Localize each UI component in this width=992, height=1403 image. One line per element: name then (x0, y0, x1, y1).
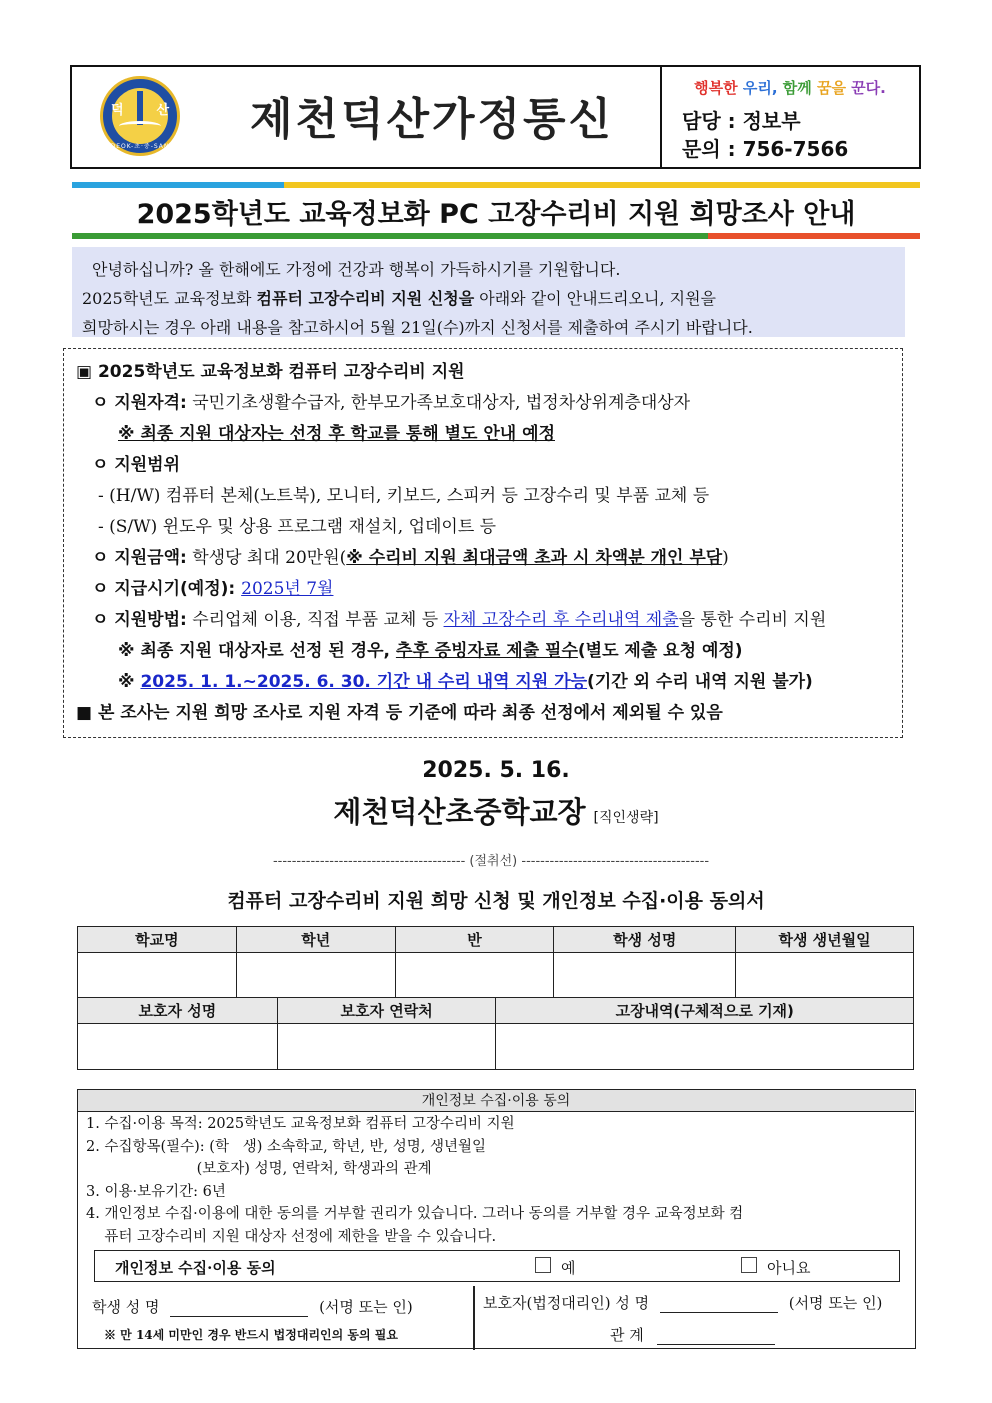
qualification-text: 국민기초생활수급자, 한부모가족보호대상자, 법정차상위계층대상자 (186, 393, 691, 413)
student-info-table (77, 926, 914, 998)
consent-item: 3. 이용·보유기간: 6년 (86, 1183, 226, 1200)
consent-item: 퓨터 고장수리비 지원 대상자 선정에 제한을 받을 수 있습니다. (86, 1228, 497, 1245)
guardian-signature-label: 보호자(법정대리인) 성 명 (483, 1294, 650, 1312)
guardian-phone-field[interactable] (277, 1024, 496, 1070)
birthdate-field[interactable] (736, 953, 914, 998)
student-signature-label: 학생 성 명 (92, 1298, 160, 1316)
info-heading: ▣ 2025학년도 교육정보화 컴퓨터 고장수리비 지원 (76, 362, 465, 382)
agree-yes-checkbox[interactable] (535, 1257, 551, 1273)
newsletter-header (70, 65, 921, 169)
student-name-field[interactable] (554, 953, 736, 998)
note-text: ※ 최종 지원 대상자로 선정 된 경우, (118, 641, 396, 661)
repair-details-field[interactable] (496, 1024, 914, 1070)
header-repair-details: 고장내역(구체적으로 기재) (496, 998, 914, 1024)
seal-omitted: [직인생략] (593, 810, 659, 826)
newsletter-title: 제천덕산가정통신 (249, 94, 615, 145)
method-text-end: 을 통한 수리비 지원 (678, 610, 827, 630)
agree-yes-label: 예 (561, 1259, 576, 1277)
contact-phone: 문의 : 756-7566 (682, 137, 849, 161)
intro-text: 2025학년도 교육정보화 (82, 289, 257, 308)
contact-department: 담당 : 정보부 (682, 109, 801, 133)
intro-text: 아래와 같이 안내드리오니, 지원을 (474, 289, 717, 308)
header-school: 학교명 (78, 927, 237, 953)
motto-word: 우리, (737, 79, 778, 97)
logo-ring-text: DEOK-초·중-SAN (110, 143, 170, 150)
consent-item: 1. 수집·이용 목적: 2025학년도 교육정보화 컴퓨터 고장수리비 지원 (86, 1116, 515, 1132)
guardian-name-field[interactable] (78, 1024, 278, 1070)
header-grade: 학년 (236, 927, 395, 953)
intro-line: 희망하시는 경우 아래 내용을 참고하시어 5월 21일(수)까지 신청서를 제출하여 주시기 바랍니다. (82, 318, 753, 337)
method-text: 수리업체 이용, 직접 부품 교체 등 (186, 610, 444, 630)
payment-time-row (76, 574, 890, 605)
grade-field[interactable] (236, 953, 395, 998)
consent-terms (86, 1113, 911, 1248)
method-row (76, 605, 890, 636)
intro-line: 안녕하십니까? 올 한해에도 가정에 건강과 행복이 가득하시기를 기원합니다. (92, 260, 621, 279)
intro-emphasis: 컴퓨터 고장수리비 지원 신청을 (256, 289, 475, 308)
cut-line: ----------------------------------------- (절취선) ---------------------------------------- (272, 854, 710, 869)
period-note (76, 667, 890, 698)
header-birthdate: 학생 생년월일 (736, 927, 914, 953)
motto-word: 꿈을 (811, 79, 846, 97)
logo-char-right: 산 (156, 103, 169, 118)
signature-divider (473, 1286, 475, 1350)
header-class: 반 (395, 927, 554, 953)
student-signature-suffix: (서명 또는 인) (319, 1298, 413, 1316)
school-field[interactable] (78, 953, 237, 998)
motto-word: 함께 (777, 79, 812, 97)
privacy-consent-box (77, 1089, 916, 1349)
header-divider (660, 67, 662, 167)
note-text: (별도 제출 요청 예정) (577, 641, 743, 661)
method-label: ㅇ 지원방법: (92, 610, 187, 630)
consent-item: 4. 개인정보 수집·이용에 대한 동의를 거부할 권리가 있습니다. 그러나 동의를 거부할 경우 교육정보화 컴 (86, 1206, 744, 1222)
payment-time-label: ㅇ 지급시기(예정): (92, 579, 242, 599)
qualification-row (76, 388, 890, 419)
qualification-note: ※ 최종 지원 대상자는 선정 후 학교를 통해 별도 안내 예정 (118, 424, 555, 444)
guardian-signature-field[interactable] (660, 1312, 778, 1313)
intro-paragraph (72, 247, 905, 337)
consent-heading: 개인정보 수집·이용 동의 (78, 1090, 914, 1112)
selection-note (76, 636, 890, 667)
amount-row (76, 543, 890, 574)
school-logo (100, 76, 180, 156)
student-signature-row (92, 1296, 413, 1317)
amount-text: 학생당 최대 20만원( (186, 548, 347, 568)
range-software: - (S/W) 윈도우 및 상용 프로그램 재설치, 업데이트 등 (98, 517, 497, 537)
logo-char-left: 덕 (111, 103, 124, 118)
color-bar-top (72, 182, 920, 188)
issue-date: 2025. 5. 16. (422, 758, 570, 783)
method-emphasis: 자체 고장수리 후 수리내역 제출 (443, 610, 679, 630)
qualification-label: ㅇ 지원자격: (92, 393, 187, 413)
header-guardian-name: 보호자 성명 (78, 998, 278, 1024)
amount-note: ※ 수리비 지원 최대금액 초과 시 차액분 개인 부담 (346, 548, 723, 568)
relation-row (610, 1324, 775, 1345)
consent-item: (보호자) 성명, 연락처, 학생과의 관계 (86, 1161, 432, 1177)
color-bar-bottom (72, 233, 920, 239)
agree-no-label: 아니요 (767, 1259, 811, 1277)
motto-word: 꾼다. (845, 79, 886, 97)
note-text: (기간 외 수리 내역 지원 불가) (587, 672, 813, 692)
notice-title: 2025학년도 교육정보화 PC 고장수리비 지원 희망조사 안내 (136, 199, 856, 230)
intro-line (82, 284, 895, 313)
range-label: ㅇ 지원범위 (92, 455, 181, 475)
relation-field[interactable] (657, 1344, 775, 1345)
note-text: ※ (118, 672, 141, 692)
range-hardware: - (H/W) 컴퓨터 본체(노트북), 모니터, 키보드, 스피커 등 고장수리 및 부품 교체 등 (98, 486, 710, 506)
period-emphasis: 2025. 1. 1.~2025. 6. 30. 기간 내 수리 내역 지원 가능 (140, 672, 588, 692)
payment-time-value: 2025년 7월 (241, 579, 334, 599)
school-motto (670, 77, 910, 98)
guardian-signature-suffix: (서명 또는 인) (788, 1294, 883, 1312)
student-signature-field[interactable] (170, 1316, 308, 1317)
consent-item: 2. 수집항목(필수): (학 생) 소속학교, 학년, 반, 성명, 생년월일 (86, 1138, 487, 1155)
final-notice: ■ 본 조사는 지원 희망 조사로 지원 자격 등 기준에 따라 최종 선정에서 제외될 수 있음 (76, 703, 723, 723)
support-info-box (63, 348, 903, 738)
consent-choice-row (94, 1250, 900, 1282)
guardian-signature-row (483, 1292, 882, 1313)
school-principal: 제천덕산초중학교장 (333, 795, 586, 829)
motto-word: 행복한 (694, 79, 738, 97)
guardian-info-table (77, 997, 914, 1070)
application-form-title: 컴퓨터 고장수리비 지원 희망 신청 및 개인정보 수집·이용 동의서 (227, 890, 765, 912)
relation-label: 관 계 (610, 1326, 644, 1344)
header-guardian-phone: 보호자 연락처 (277, 998, 496, 1024)
class-field[interactable] (395, 953, 554, 998)
principal-signature (0, 790, 992, 831)
agree-no-checkbox[interactable] (741, 1257, 757, 1273)
under14-note: ※ 만 14세 미만인 경우 반드시 법정대리인의 동의 필요 (104, 1328, 398, 1342)
consent-choice-label: 개인정보 수집·이용 동의 (115, 1259, 276, 1277)
amount-close: ) (722, 548, 729, 568)
note-emphasis: 추후 증빙자료 제출 필수 (395, 641, 578, 661)
amount-label: ㅇ 지원금액: (92, 548, 187, 568)
header-student-name: 학생 성명 (554, 927, 736, 953)
